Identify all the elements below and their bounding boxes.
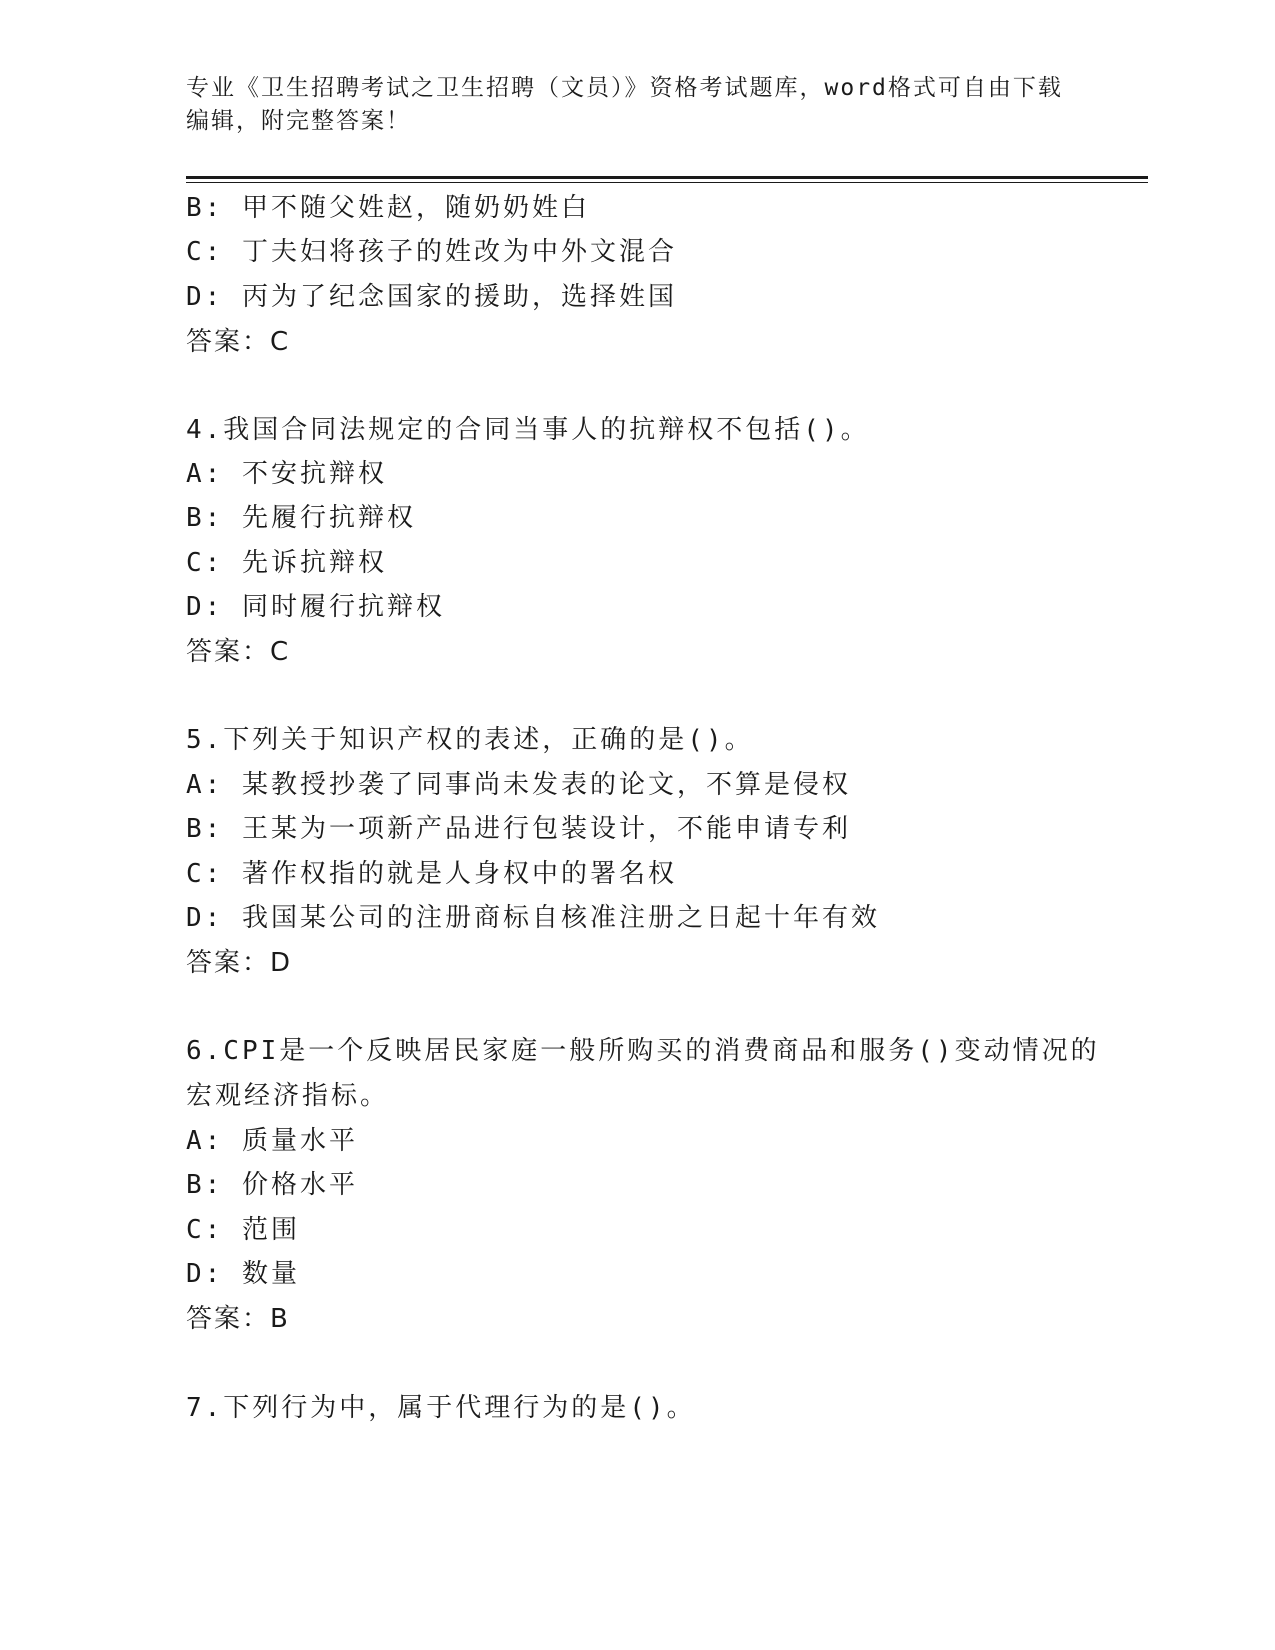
q3-option-c: C: 丁夫妇将孩子的姓改为中外文混合 <box>186 237 677 267</box>
q6-answer: 答案：B <box>186 1304 290 1334</box>
header-line-1: 专业《卫生招聘考试之卫生招聘（文员）》资格考试题库，word格式可自由下载 <box>186 75 1063 101</box>
q6-question-line-2: 宏观经济指标。 <box>186 1081 390 1111</box>
q6-option-b: B: 价格水平 <box>186 1170 358 1200</box>
q4-option-d: D: 同时履行抗辩权 <box>186 592 445 622</box>
header-line-2: 编辑，附完整答案！ <box>186 108 411 134</box>
q6-option-d: D: 数量 <box>186 1259 300 1289</box>
q5-question: 5.下列关于知识产权的表述，正确的是()。 <box>186 725 754 755</box>
q3-option-d: D: 丙为了纪念国家的援助，选择姓国 <box>186 282 677 312</box>
q4-option-b: B: 先履行抗辩权 <box>186 503 416 533</box>
q5-answer: 答案：D <box>186 948 293 978</box>
q6-option-a: A: 质量水平 <box>186 1126 358 1156</box>
q3-answer: 答案：C <box>186 327 291 357</box>
q5-option-a: A: 某教授抄袭了同事尚未发表的论文，不算是侵权 <box>186 770 851 800</box>
q4-option-a: A: 不安抗辩权 <box>186 459 387 489</box>
q3-option-b: B: 甲不随父姓赵，随奶奶姓白 <box>186 193 590 223</box>
q6-question-line-1: 6.CPI是一个反映居民家庭一般所购买的消费商品和服务()变动情况的 <box>186 1036 1100 1066</box>
header-divider-thick <box>186 176 1148 179</box>
q5-option-d: D: 我国某公司的注册商标自核准注册之日起十年有效 <box>186 903 880 933</box>
document-header <box>186 72 1086 138</box>
q7-question: 7.下列行为中，属于代理行为的是()。 <box>186 1393 696 1423</box>
q6-option-c: C: 范围 <box>186 1215 300 1245</box>
q4-option-c: C: 先诉抗辩权 <box>186 548 387 578</box>
q5-option-c: C: 著作权指的就是人身权中的署名权 <box>186 859 677 889</box>
header-divider-thin <box>186 182 1148 183</box>
q4-question: 4.我国合同法规定的合同当事人的抗辩权不包括()。 <box>186 415 870 445</box>
q4-answer: 答案：C <box>186 637 291 667</box>
q5-option-b: B: 王某为一项新产品进行包装设计，不能申请专利 <box>186 814 851 844</box>
